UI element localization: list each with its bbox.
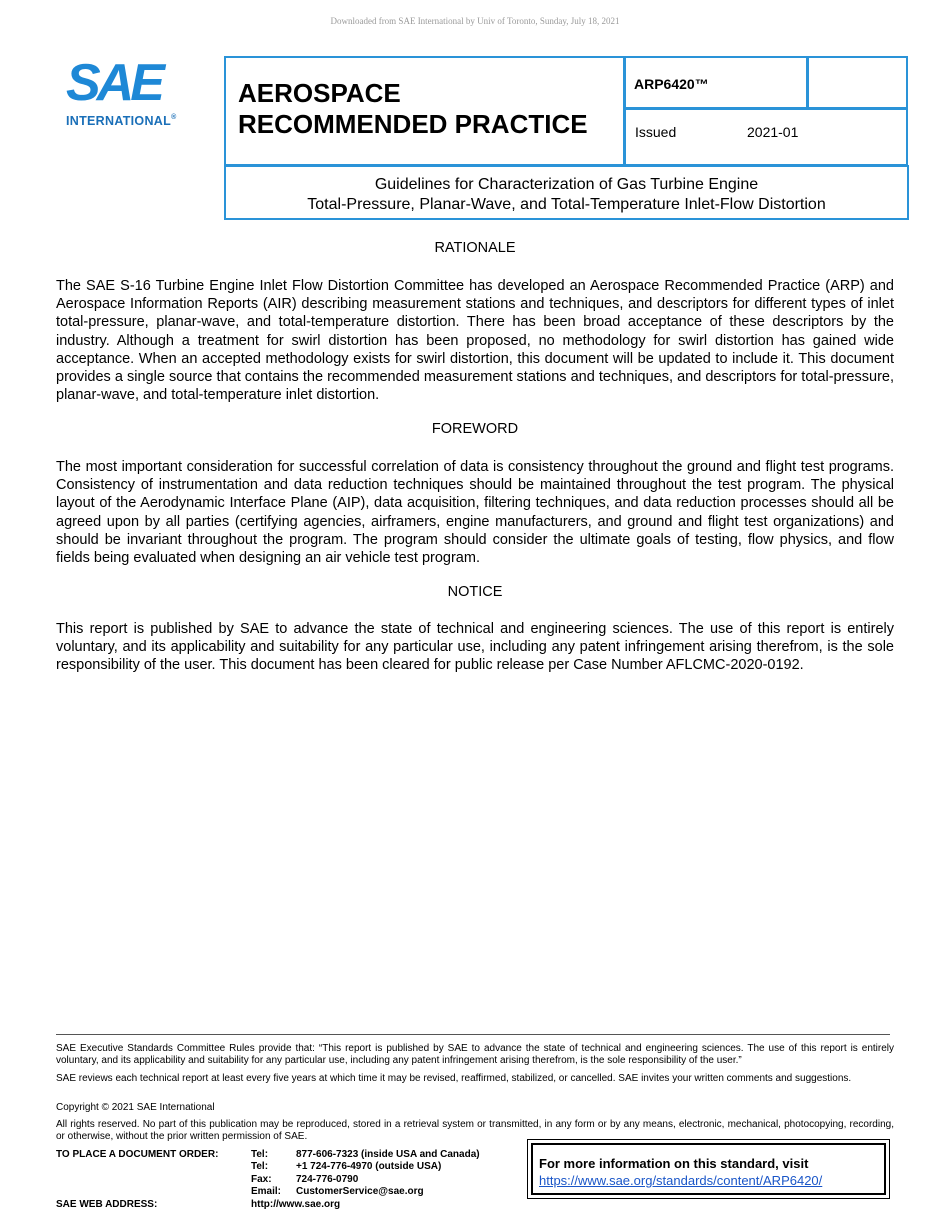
web-label: SAE WEB ADDRESS: bbox=[56, 1199, 158, 1210]
info-title: For more information on this standard, visit bbox=[539, 1156, 809, 1171]
doc-type-line2: RECOMMENDED PRACTICE bbox=[238, 109, 588, 139]
doc-code: ARP6420™ bbox=[634, 76, 709, 92]
sae-logo bbox=[66, 54, 190, 128]
footer-review-text: SAE reviews each technical report at least every five years at which time it may be revised, reaffirmed, stabilized, or cancelled. SAE invites your written comments and suggestions. bbox=[56, 1073, 852, 1084]
notice-text: This report is published by SAE to advance the state of technical and engineering sciences. The use of this report is entirely voluntary, and its applicability and suitability for any particular use, including any patent infringement arising therefrom, is the sole responsibility of the user. This document has been cleared for public release per Case Number AFLCMC-2020-0192. bbox=[56, 621, 894, 674]
issued-box bbox=[624, 108, 908, 166]
contact-email-value[interactable]: CustomerService@sae.org bbox=[296, 1186, 424, 1197]
logo-sub bbox=[66, 114, 190, 128]
footer-copyright: Copyright © 2021 SAE International bbox=[56, 1102, 215, 1113]
info-box bbox=[527, 1139, 890, 1199]
order-label: TO PLACE A DOCUMENT ORDER: bbox=[56, 1149, 219, 1160]
download-note: Downloaded from SAE International by Univ of Toronto, Sunday, July 18, 2021 bbox=[330, 16, 620, 26]
logo-mark: ® bbox=[171, 114, 177, 121]
doc-type-title bbox=[238, 78, 588, 140]
foreword-text: The most important consideration for successful correlation of data is consistency throughout the ground and flight test programs. Consistency of instrumentation and data reduction techniques should be maintained throughout the test program. The physical layout of the Aerodynamic Interface Plane (AIP), data acquisition, filtering techniques, and data reduction processes should all be agreed upon by all parties (certifying agencies, airframers, engine manufacturers, and ground and flight test organizations) and should be invariant throughout the program. The program should consider the ultimate goals of testing, flow physics, and flow fields being evaluated when designing an air vehicle test program. bbox=[56, 459, 894, 567]
footer-rules-text: SAE Executive Standards Committee Rules provide that: “This report is published by SAE to advance the state of technical and engineering sciences. The use of this report is entirely voluntary, and its applicability and suitability for any particular use, including any patent infringement arising therefrom, is the sole responsibility of the user.” bbox=[56, 1043, 894, 1067]
contact-tel-value: 877-606-7323 (inside USA and Canada) bbox=[296, 1149, 480, 1160]
rationale-heading: RATIONALE bbox=[434, 240, 516, 256]
contact-fax-label: Fax: bbox=[251, 1174, 272, 1185]
footer-divider bbox=[56, 1034, 890, 1035]
contact-email-label: Email: bbox=[251, 1186, 282, 1197]
issued-label: Issued bbox=[635, 124, 677, 140]
doc-type-box bbox=[224, 56, 625, 166]
subtitle-line2: Total-Pressure, Planar-Wave, and Total-Temperature Inlet-Flow Distortion bbox=[307, 196, 826, 213]
info-box-inner bbox=[531, 1143, 886, 1195]
subtitle-line1: Guidelines for Characterization of Gas Turbine Engine bbox=[374, 176, 759, 193]
contact-tel2-value: +1 724-776-4970 (outside USA) bbox=[296, 1161, 442, 1172]
contact-fax-value: 724-776-0790 bbox=[296, 1174, 359, 1185]
standard-link[interactable]: https://www.sae.org/standards/content/ARP6420/ bbox=[539, 1173, 823, 1188]
contact-tel-label: Tel: bbox=[251, 1149, 269, 1160]
subtitle-box bbox=[224, 165, 909, 220]
contact-tel2-label: Tel: bbox=[251, 1161, 269, 1172]
revision-box bbox=[807, 56, 908, 109]
notice-heading: NOTICE bbox=[447, 584, 503, 600]
issued-value: 2021-01 bbox=[747, 124, 799, 140]
doc-code-box bbox=[624, 56, 808, 109]
doc-subtitle bbox=[226, 175, 907, 215]
web-address-link[interactable]: http://www.sae.org bbox=[251, 1199, 341, 1210]
logo-word: SAE bbox=[66, 54, 161, 112]
logo-sub-text: INTERNATIONAL bbox=[66, 114, 172, 128]
footer-rights-text: All rights reserved. No part of this publication may be reproduced, stored in a retrieval system or transmitted, in any form or by any means, electronic, mechanical, photocopying, recording, or otherwise, without the prior written permission of SAE. bbox=[56, 1119, 894, 1143]
foreword-heading: FOREWORD bbox=[431, 421, 519, 437]
doc-type-line1: AEROSPACE bbox=[238, 78, 401, 108]
rationale-text: The SAE S-16 Turbine Engine Inlet Flow Distortion Committee has developed an Aerospace Recommended Practice (ARP) and Aerospace Information Reports (AIR) describing measurement stations and techniques, and descriptors for different types of inlet total-pressure, planar-wave, and total-temperature distortion. There has been broad acceptance of these descriptors by the industry. Although a treatment for swirl distortion has been proposed, no methodology for swirl distortion has gained wide acceptance. When an accepted methodology exists for swirl distortion, this document will be updated to include it. This document provides a single source that contains the recommended measurement stations and techniques, and descriptors for total-pressure, planar-wave, and total-temperature inlet distortion. bbox=[56, 278, 894, 404]
